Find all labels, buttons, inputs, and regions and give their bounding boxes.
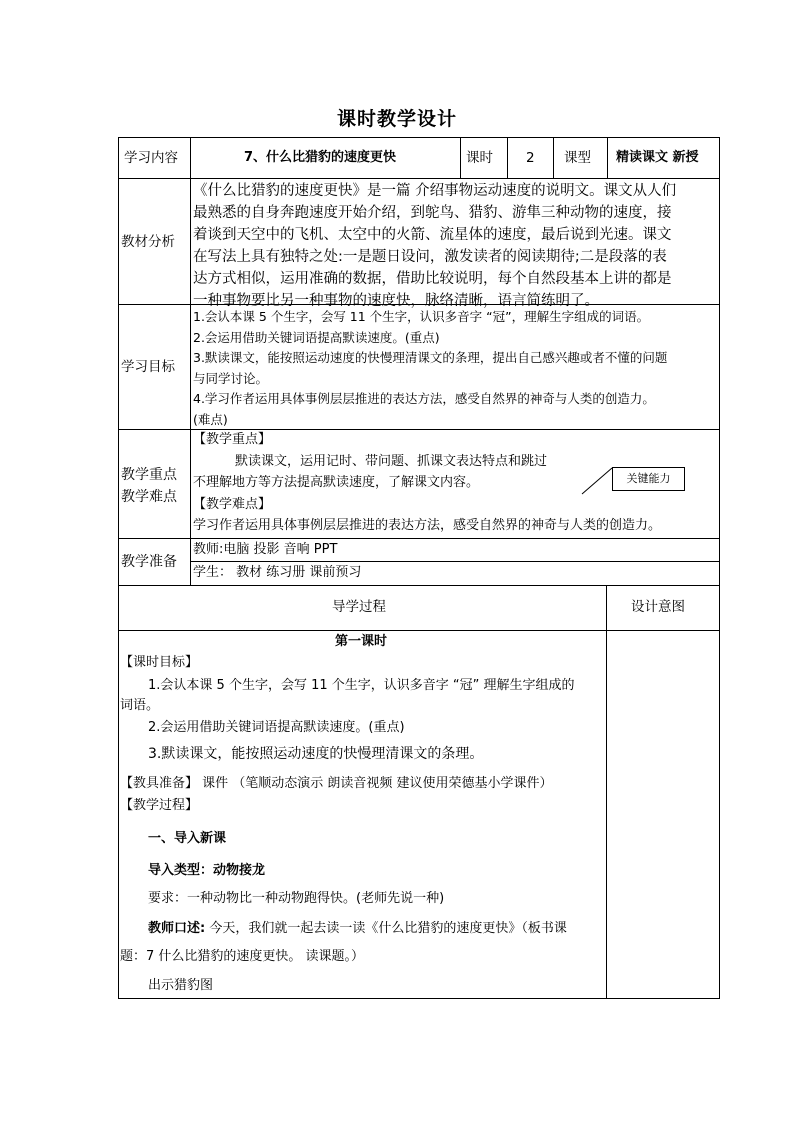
type-label: 课型 — [564, 150, 591, 166]
difficulty-heading: 【教学难点】 — [193, 497, 272, 512]
hours-value: 2 — [526, 150, 535, 166]
process-header-right: 设计意图 — [631, 599, 685, 615]
difficulty-line: 学习作者运用具体事例层层推进的表达方法，感受自然界的神奇与人类的创造力。 — [193, 518, 662, 533]
focus-line-2: 不理解地方等方法提高默读速度，了解课文内容。 — [193, 475, 480, 490]
difficulties-label: 教学难点 — [121, 489, 177, 505]
callout-pointer — [578, 464, 614, 498]
section-intro: 一、导入新课 — [148, 831, 227, 846]
hours-label: 课时 — [466, 150, 493, 166]
focus-line-1: 默读课文，运用记时、带问题、抓课文表达特点和跳过 — [235, 454, 548, 469]
lesson-goal-2: 2.会运用借助关键词语提高默读速度。(重点) — [148, 720, 405, 735]
requirement: 要求：一种动物比一种动物跑得快。(老师先说一种) — [148, 891, 445, 906]
lesson-goal-1-line-2: 词语。 — [120, 698, 160, 713]
lesson-goal-3: 3.默读课文，能按照运动速度的快慢理清课文的条理。 — [148, 746, 484, 762]
show-image: 出示猎豹图 — [148, 978, 214, 993]
material-analysis-label: 教材分析 — [121, 234, 175, 250]
learning-goals-text: 1.会认本课 5 个生字，会写 11 个生字，认识多音字 “冠”，理解生字组成的词语。 2.会运用借助关键词语提高默读速度。(重点) 3.默读课文，能按照运动速度的快慢理清课文的条理，提出自己感兴趣或者不懂的问题 与同学讨论。 4.学习作者运用具体事例层层推进的表达方法，感受自然界的神奇与人类的创造力。 (难点) — [193, 309, 668, 427]
lesson-one-heading: 第一课时 — [335, 634, 388, 649]
teacher-talk: 教师口述: 今天，我们就一起去读一读《什么比猎豹的速度更快》（板书课 — [148, 921, 567, 936]
intro-type: 导入类型：动物接龙 — [148, 863, 266, 878]
focus-heading: 【教学重点】 — [193, 432, 272, 447]
content-value: 7、什么比猎豹的速度更快 — [244, 150, 397, 165]
lesson-goal-1-line-1: 1.会认本课 5 个生字，会写 11 个生字，认识多音字 “冠” 理解生字组成的 — [148, 678, 575, 693]
tools-line: 【教具准备】 课件 （笔顺动态演示 朗读音视频 建议使用荣德基小学课件） — [120, 776, 553, 791]
key-ability-callout: 关键能力 — [612, 467, 685, 491]
student-preparation: 学生： 教材 练习册 课前预习 — [193, 565, 362, 580]
lesson-goals-heading: 【课时目标】 — [120, 655, 199, 670]
content-label: 学习内容 — [124, 150, 178, 166]
teacher-preparation: 教师:电脑 投影 音响 PPT — [193, 542, 338, 557]
learning-goals-label: 学习目标 — [121, 359, 175, 375]
page-title: 课时教学设计 — [336, 108, 457, 130]
type-value: 精读课文 新授 — [616, 150, 699, 165]
preparation-label: 教学准备 — [121, 554, 177, 570]
material-analysis-text: 《什么比猎豹的速度更快》是一篇 介绍事物运动速度的说明文。课文从人们 最熟悉的自身奔跑速度开始介绍，到鸵鸟、猎豹、游隼三种动物的速度，接 着谈到天空中的飞机、太空中的火箭、流星体的速度，最后说到光速。课文 在写法上具有独特之处:一是题日设问，激发读者的阅读期待;二是段落的表 达方式相似，运用准确的数据，借助比较说明，每个自然段基本上讲的都是 一种事物要比另一种事物的速度快，脉络清晰，语言简练明了。 — [193, 183, 677, 309]
process-header-left: 导学过程 — [332, 599, 386, 615]
teacher-talk-line-2: 题：7 什么比猎豹的速度更快。 读课题。） — [120, 949, 365, 964]
process-heading: 【教学过程】 — [120, 798, 199, 813]
key-points-label: 教学重点 — [121, 467, 177, 483]
